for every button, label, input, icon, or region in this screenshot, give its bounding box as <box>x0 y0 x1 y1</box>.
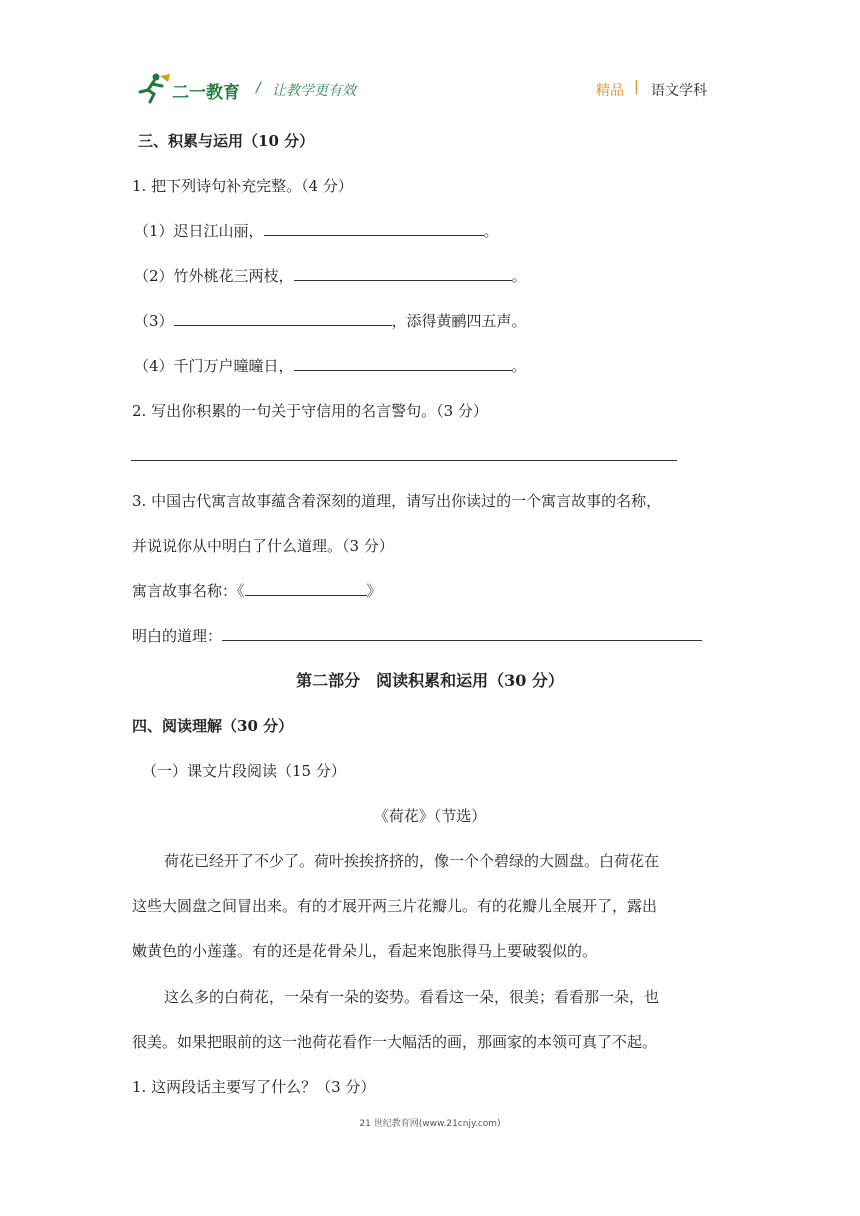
poem-blank-4[interactable] <box>294 356 512 371</box>
poem-line-4-suffix: 。 <box>511 357 527 375</box>
passage-title: 《荷花》（节选） <box>373 807 487 825</box>
fable-name-close: 》 <box>366 582 382 600</box>
poem-line-4 <box>134 355 527 376</box>
answer-line-q2[interactable] <box>131 460 677 461</box>
question-1: 1. 把下列诗句补充完整。（4 分） <box>132 177 353 195</box>
question-2: 2. 写出你积累的一句关于守信用的名言警句。（3 分） <box>132 402 488 420</box>
header-slogan: 让教学更有效 <box>272 83 356 99</box>
passage-p1-line-2: 这些大圆盘之间冒出来。有的才展开两三片花瓣儿。有的花瓣儿全展开了，露出 <box>132 897 658 915</box>
poem-line-2-suffix: 。 <box>511 267 527 285</box>
poem-line-1-suffix: 。 <box>483 222 499 240</box>
passage-p1-line-3: 嫩黄色的小莲蓬。有的还是花骨朵儿，看起来饱胀得马上要破裂似的。 <box>132 942 598 960</box>
poem-line-3-prefix: （3） <box>134 312 174 330</box>
meaning-label: 明白的道理： <box>132 627 223 645</box>
header-divider: | <box>634 79 639 95</box>
meaning-blank[interactable] <box>222 626 702 641</box>
poem-blank-3[interactable] <box>174 311 392 326</box>
reading-question-1: 1. 这两段话主要写了什么？（3 分） <box>132 1078 376 1096</box>
header <box>0 0 860 120</box>
passage-p2-line-2: 很美。如果把眼前的这一池荷花看作一大幅活的画，那画家的本领可真了不起。 <box>132 1033 658 1051</box>
passage-p1-line-1: 荷花已经开了不少了。荷叶挨挨挤挤的，像一个个碧绿的大圆盘。白荷花在 <box>164 852 660 870</box>
poem-line-1-prefix: （1）迟日江山丽， <box>134 222 264 240</box>
poem-blank-1[interactable] <box>264 221 484 236</box>
question-3-line-1: 3. 中国古代寓言故事蕴含着深刻的道理，请写出你读过的一个寓言故事的名称， <box>132 492 662 510</box>
part2-title: 第二部分 阅读积累和运用（30 分） <box>296 671 564 690</box>
poem-line-4-prefix: （4）千门万户曈曈日， <box>134 357 294 375</box>
fable-name-row <box>132 580 382 601</box>
passage-p2-line-1: 这么多的白荷花，一朵有一朵的姿势。看看这一朵，很美；看看那一朵，也 <box>164 988 660 1006</box>
logo-text: 二一教育 <box>172 83 240 103</box>
runner-logo-icon <box>136 72 172 104</box>
poem-line-2-prefix: （2）竹外桃花三两枝， <box>134 267 294 285</box>
fable-name-label: 寓言故事名称：《 <box>132 582 245 600</box>
section4-title: 四、阅读理解（30 分） <box>132 717 294 735</box>
poem-blank-2[interactable] <box>294 266 512 281</box>
poem-line-1 <box>134 220 499 241</box>
poem-line-3 <box>134 310 527 331</box>
quality-label: 精品 <box>596 83 624 99</box>
poem-line-3-suffix: ，添得黄鹂四五声。 <box>391 312 527 330</box>
footer-text: 21 世纪教育网(www.21cnjy.com) <box>359 1119 501 1129</box>
section3-title: 三、积累与运用（10 分） <box>138 132 315 150</box>
poem-line-2 <box>134 265 527 286</box>
header-separator: / <box>256 80 261 96</box>
reading-subsection-1: （一）课文片段阅读（15 分） <box>142 762 346 780</box>
fable-name-blank[interactable] <box>245 581 367 596</box>
meaning-row <box>132 625 702 646</box>
question-3-line-2: 并说说你从中明白了什么道理。（3 分） <box>132 537 394 555</box>
subject-label: 语文学科 <box>651 83 707 99</box>
